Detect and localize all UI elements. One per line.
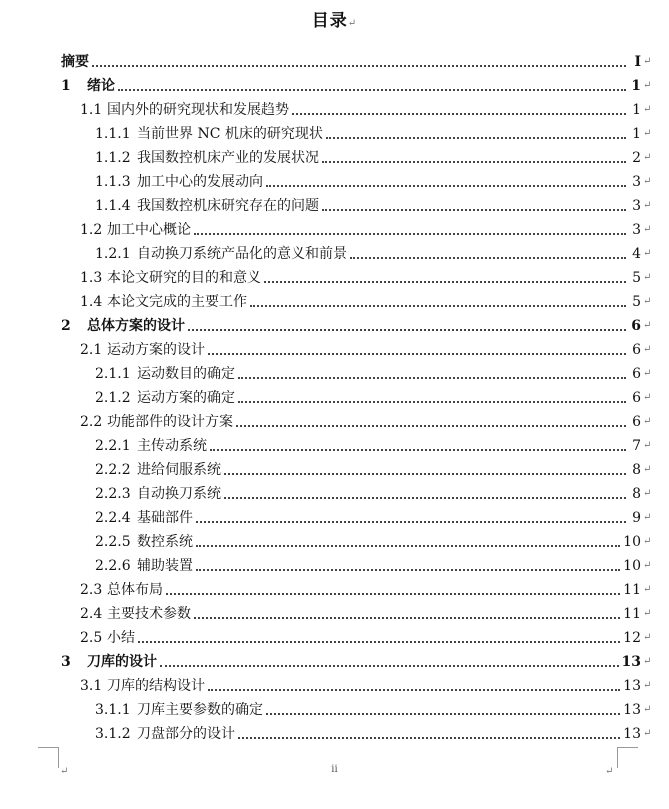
toc-entry-title: 刀库主要参数的确定 bbox=[137, 702, 263, 718]
toc-entry-title: 当前世界 NC 机床的研究现状 bbox=[137, 126, 323, 142]
toc-leader-dots bbox=[208, 689, 620, 691]
toc-entry-number: 2 bbox=[61, 318, 71, 334]
toc-entry-page: 6 bbox=[632, 342, 641, 358]
toc-entry-number: 3.1.1 bbox=[95, 702, 131, 718]
toc-leader-dots bbox=[166, 593, 620, 595]
toc-entry-page: 1 bbox=[632, 126, 641, 142]
toc-entry-number: 2.2.6 bbox=[95, 558, 131, 574]
toc-entry-title: 总体方案的设计 bbox=[87, 318, 185, 334]
toc-entry[interactable] bbox=[80, 266, 651, 290]
toc-entry[interactable] bbox=[61, 650, 651, 674]
toc-entry[interactable] bbox=[61, 74, 651, 98]
paragraph-mark-icon: ↵ bbox=[643, 368, 652, 379]
toc-leader-dots bbox=[224, 497, 626, 499]
toc-entry-number: 2.5 bbox=[80, 630, 103, 646]
toc-entry[interactable] bbox=[95, 458, 651, 482]
toc-entry[interactable] bbox=[95, 386, 651, 410]
page-footer bbox=[0, 764, 669, 775]
toc-entry[interactable] bbox=[80, 602, 651, 626]
toc-entry[interactable] bbox=[95, 362, 651, 386]
paragraph-mark-icon: ↵ bbox=[643, 224, 652, 235]
toc-leader-dots bbox=[264, 281, 626, 283]
toc-entry[interactable] bbox=[95, 722, 651, 746]
paragraph-mark-icon: ↵ bbox=[643, 392, 652, 403]
toc-title-text: 目录 bbox=[311, 11, 348, 31]
toc-leader-dots bbox=[250, 305, 626, 307]
toc-leader-dots bbox=[194, 233, 626, 235]
toc-leader-dots bbox=[238, 377, 626, 379]
toc-entry-title: 本论文研究的目的和意义 bbox=[107, 270, 261, 286]
toc-entry-page: 10 bbox=[623, 534, 641, 550]
toc-entry[interactable] bbox=[95, 146, 651, 170]
toc-entry-page: 8 bbox=[632, 462, 641, 478]
toc-entry-page: 7 bbox=[632, 438, 641, 454]
toc-entry-page: 3 bbox=[632, 198, 641, 214]
paragraph-mark-icon: ↵ bbox=[643, 344, 652, 355]
toc-leader-dots bbox=[208, 353, 626, 355]
toc-entry-number: 2.4 bbox=[80, 606, 103, 622]
paragraph-mark-icon: ↵ bbox=[643, 512, 652, 523]
toc-entry-title: 刀库的结构设计 bbox=[107, 678, 205, 694]
paragraph-mark-icon: ↵ bbox=[643, 704, 652, 715]
toc-leader-dots bbox=[292, 113, 626, 115]
toc-entry-title: 摘要 bbox=[61, 54, 89, 70]
toc-entry-number: 1.2.1 bbox=[95, 246, 131, 262]
toc-leader-dots bbox=[266, 713, 620, 715]
footer-page-number: ii bbox=[331, 764, 338, 775]
toc-entry[interactable] bbox=[95, 482, 651, 506]
toc-entry-number: 1.1.2 bbox=[95, 150, 131, 166]
toc-entry-number: 3.1.2 bbox=[95, 726, 131, 742]
toc-entry[interactable] bbox=[80, 626, 651, 650]
toc-leader-dots bbox=[224, 473, 626, 475]
toc-entry-page: 11 bbox=[623, 606, 641, 622]
paragraph-mark-icon: ↵ bbox=[643, 680, 652, 691]
toc-entry-number: 1.1.3 bbox=[95, 174, 131, 190]
toc-entry-title: 本论文完成的主要工作 bbox=[107, 294, 247, 310]
toc-entry[interactable] bbox=[95, 506, 651, 530]
toc-entry-number: 2.2.3 bbox=[95, 486, 131, 502]
toc-entry[interactable] bbox=[80, 578, 651, 602]
toc-entry-title: 自动换刀系统 bbox=[137, 486, 221, 502]
paragraph-mark-icon: ↵ bbox=[643, 176, 652, 187]
toc-leader-dots bbox=[196, 569, 620, 571]
toc-entry-number: 3.1 bbox=[80, 678, 103, 694]
toc-entry-title: 进给伺服系统 bbox=[137, 462, 221, 478]
paragraph-mark-icon: ↵ bbox=[643, 248, 652, 259]
toc-entry[interactable] bbox=[80, 218, 651, 242]
toc-entry[interactable] bbox=[95, 122, 651, 146]
toc-entry-page: 6 bbox=[632, 414, 641, 430]
toc-entry-page: 2 bbox=[632, 150, 641, 166]
toc-entry[interactable] bbox=[80, 98, 651, 122]
toc-entry-title: 加工中心概论 bbox=[107, 222, 191, 238]
toc-entry[interactable] bbox=[80, 674, 651, 698]
toc-entry-page: 4 bbox=[632, 246, 641, 262]
toc-entry-page: 13 bbox=[623, 702, 641, 718]
toc-leader-dots bbox=[92, 65, 626, 67]
toc-leader-dots bbox=[322, 161, 626, 163]
toc-entry-title: 基础部件 bbox=[137, 510, 193, 526]
toc-leader-dots bbox=[138, 641, 620, 643]
paragraph-mark-icon: ↵ bbox=[643, 536, 652, 547]
toc-entry-title: 总体布局 bbox=[107, 582, 163, 598]
toc-entry-page: 1 bbox=[631, 78, 641, 94]
paragraph-mark-icon: ↵ bbox=[643, 152, 652, 163]
paragraph-mark-icon: ↵ bbox=[643, 584, 652, 595]
toc-entry[interactable] bbox=[95, 434, 651, 458]
toc-entry-title: 刀库的设计 bbox=[87, 654, 157, 670]
toc-entry[interactable] bbox=[80, 290, 651, 314]
toc-entry-page: 10 bbox=[623, 558, 641, 574]
toc-entry-number: 2.2 bbox=[80, 414, 103, 430]
toc-entry-number: 2.2.2 bbox=[95, 462, 131, 478]
toc-entry-page: 6 bbox=[632, 390, 641, 406]
toc-entry-number: 1 bbox=[61, 78, 71, 94]
toc-leader-dots bbox=[118, 89, 626, 91]
toc-entry-title: 加工中心的发展动向 bbox=[137, 174, 263, 190]
toc-entry[interactable] bbox=[95, 698, 651, 722]
toc-entry-title: 自动换刀系统产品化的意义和前景 bbox=[137, 246, 347, 262]
toc-entry-title: 运动方案的设计 bbox=[107, 342, 205, 358]
paragraph-mark-icon: ↵ bbox=[643, 320, 652, 331]
toc-leader-dots bbox=[266, 185, 626, 187]
toc-entry-number: 1.1.4 bbox=[95, 198, 131, 214]
toc-leader-dots bbox=[196, 521, 626, 523]
toc-leader-dots bbox=[188, 329, 626, 331]
toc-entry[interactable] bbox=[95, 554, 651, 578]
toc-entry-title: 数控系统 bbox=[137, 534, 193, 550]
toc-entry[interactable] bbox=[95, 530, 651, 554]
toc-entry-number: 2.1 bbox=[80, 342, 103, 358]
toc-entry-page: 5 bbox=[632, 270, 641, 286]
toc-entry[interactable] bbox=[80, 338, 651, 362]
paragraph-mark-icon: ↵ bbox=[643, 608, 652, 619]
paragraph-mark-icon: ↵ bbox=[643, 200, 652, 211]
toc-title bbox=[0, 6, 669, 31]
toc-leader-dots bbox=[194, 617, 620, 619]
toc-entry-page: 12 bbox=[623, 630, 641, 646]
paragraph-mark-icon: ↵ bbox=[643, 728, 652, 739]
toc-entry[interactable] bbox=[95, 170, 651, 194]
toc-leader-dots bbox=[350, 257, 626, 259]
toc-entry-page: 5 bbox=[632, 294, 641, 310]
toc-leader-dots bbox=[322, 209, 626, 211]
toc-entry-title: 国内外的研究现状和发展趋势 bbox=[107, 102, 289, 118]
paragraph-mark-icon: ↵ bbox=[643, 656, 652, 667]
toc-leader-dots bbox=[238, 737, 620, 739]
paragraph-mark-icon: ↵ bbox=[643, 128, 652, 139]
toc-entry-page: 3 bbox=[632, 222, 641, 238]
toc-entry-title: 刀盘部分的设计 bbox=[137, 726, 235, 742]
toc-entry-page: 1 bbox=[632, 102, 641, 118]
toc-entry-number: 2.2.4 bbox=[95, 510, 131, 526]
toc-entry-page: 11 bbox=[623, 582, 641, 598]
toc-entry[interactable] bbox=[95, 242, 651, 266]
toc-entry-title: 主传动系统 bbox=[137, 438, 207, 454]
paragraph-mark-icon: ↵ bbox=[643, 632, 652, 643]
toc-entry[interactable] bbox=[95, 194, 651, 218]
toc-leader-dots bbox=[196, 545, 620, 547]
paragraph-mark-icon: ↵ bbox=[643, 272, 652, 283]
toc-entry-title: 辅助装置 bbox=[137, 558, 193, 574]
paragraph-mark-icon: ↵ bbox=[643, 56, 652, 67]
toc-leader-dots bbox=[160, 665, 619, 667]
paragraph-mark-icon: ↵ bbox=[605, 766, 614, 777]
toc-entry-page: 6 bbox=[631, 318, 641, 334]
toc-entry-title: 小结 bbox=[107, 630, 135, 646]
toc-entry-number: 1.1 bbox=[80, 102, 103, 118]
paragraph-mark-icon: ↵ bbox=[643, 440, 652, 451]
toc-entry-page: 13 bbox=[623, 726, 641, 742]
paragraph-mark-icon: ↵ bbox=[643, 560, 652, 571]
toc-entry-page: I bbox=[634, 54, 641, 70]
toc-entry-page: 6 bbox=[632, 366, 641, 382]
paragraph-mark-icon: ↵ bbox=[60, 766, 69, 777]
toc-entry-number: 1.2 bbox=[80, 222, 103, 238]
toc-entry-number: 2.3 bbox=[80, 582, 103, 598]
toc-entry-number: 3 bbox=[61, 654, 71, 670]
paragraph-mark-icon: ↵ bbox=[643, 80, 652, 91]
toc-entry-number: 1.4 bbox=[80, 294, 103, 310]
toc-entry-number: 1.1.1 bbox=[95, 126, 131, 142]
paragraph-mark-icon: ↵ bbox=[643, 488, 652, 499]
toc-entry-number: 2.2.1 bbox=[95, 438, 131, 454]
toc-entry-title: 运动数目的确定 bbox=[137, 366, 235, 382]
toc-leader-dots bbox=[238, 401, 626, 403]
paragraph-mark-icon: ↵ bbox=[643, 296, 652, 307]
toc-leader-dots bbox=[236, 425, 626, 427]
toc-entry[interactable] bbox=[61, 50, 651, 74]
toc-leader-dots bbox=[326, 137, 626, 139]
toc-entry-title: 我国数控机床研究存在的问题 bbox=[137, 198, 319, 214]
toc-entry-page: 8 bbox=[632, 486, 641, 502]
toc-entry[interactable] bbox=[61, 314, 651, 338]
toc-entry-page: 13 bbox=[623, 678, 641, 694]
toc-entry-number: 1.3 bbox=[80, 270, 103, 286]
toc-entry-number: 2.1.2 bbox=[95, 390, 131, 406]
toc-leader-dots bbox=[210, 449, 626, 451]
toc-entry[interactable] bbox=[80, 410, 651, 434]
toc-entry-title: 功能部件的设计方案 bbox=[107, 414, 233, 430]
toc-entry-number: 2.1.1 bbox=[95, 366, 131, 382]
paragraph-mark-icon: ↵ bbox=[643, 464, 652, 475]
toc-entry-title: 运动方案的确定 bbox=[137, 390, 235, 406]
toc-entry-title: 绪论 bbox=[87, 78, 115, 94]
paragraph-mark-icon: ↵ bbox=[643, 104, 652, 115]
paragraph-mark-icon: ↵ bbox=[643, 416, 652, 427]
paragraph-mark-icon: ↵ bbox=[347, 18, 358, 29]
toc-entry-title: 我国数控机床产业的发展状况 bbox=[137, 150, 319, 166]
toc-entry-page: 13 bbox=[621, 654, 641, 670]
toc-entry-page: 3 bbox=[632, 174, 641, 190]
toc-entry-title: 主要技术参数 bbox=[107, 606, 191, 622]
toc-entry-number: 2.2.5 bbox=[95, 534, 131, 550]
toc-entry-page: 9 bbox=[632, 510, 641, 526]
